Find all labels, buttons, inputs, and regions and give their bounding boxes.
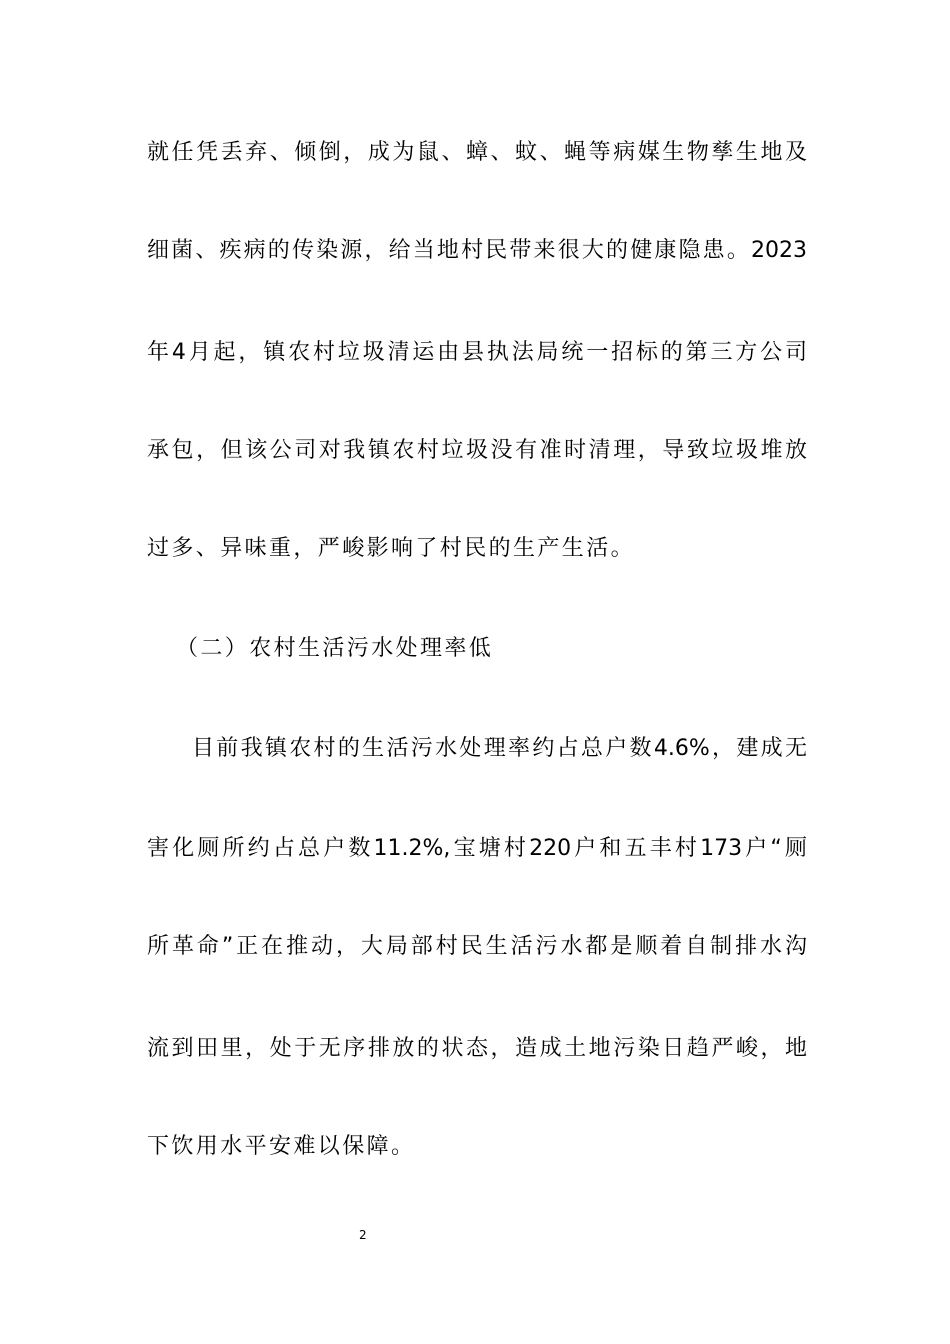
- paragraph-line: 承包，但该公司对我镇农村垃圾没有准时清理，导致垃圾堆放: [147, 438, 807, 463]
- paragraph-line: 年4月起，镇农村垃圾清运由县执法局统一招标的第三方公司: [147, 340, 807, 365]
- paragraph-line: 害化厕所约占总户数11.2%,宝塘村220户和五丰村173户“厕: [147, 836, 807, 861]
- paragraph-line: 目前我镇农村的生活污水处理率约占总户数4.6%，建成无: [192, 736, 807, 761]
- paragraph-line: 就任凭丢弃、倾倒，成为鼠、蟑、蚊、蝇等病媒生物孳生地及: [147, 140, 807, 165]
- section-heading: （二）农村生活污水处理率低: [176, 636, 494, 661]
- paragraph-line: 细菌、疾病的传染源，给当地村民带来很大的健康隐患。2023: [147, 238, 807, 263]
- paragraph-line: 所革命”正在推动，大局部村民生活污水都是顺着自制排水沟: [147, 934, 807, 959]
- paragraph-line: 流到田里，处于无序排放的状态，造成土地污染日趋严峻，地: [147, 1036, 807, 1061]
- page-number: 2: [359, 1228, 367, 1242]
- paragraph-line: 下饮用水平安难以保障。: [147, 1134, 416, 1159]
- paragraph-line: 过多、异味重，严峻影响了村民的生产生活。: [147, 536, 636, 561]
